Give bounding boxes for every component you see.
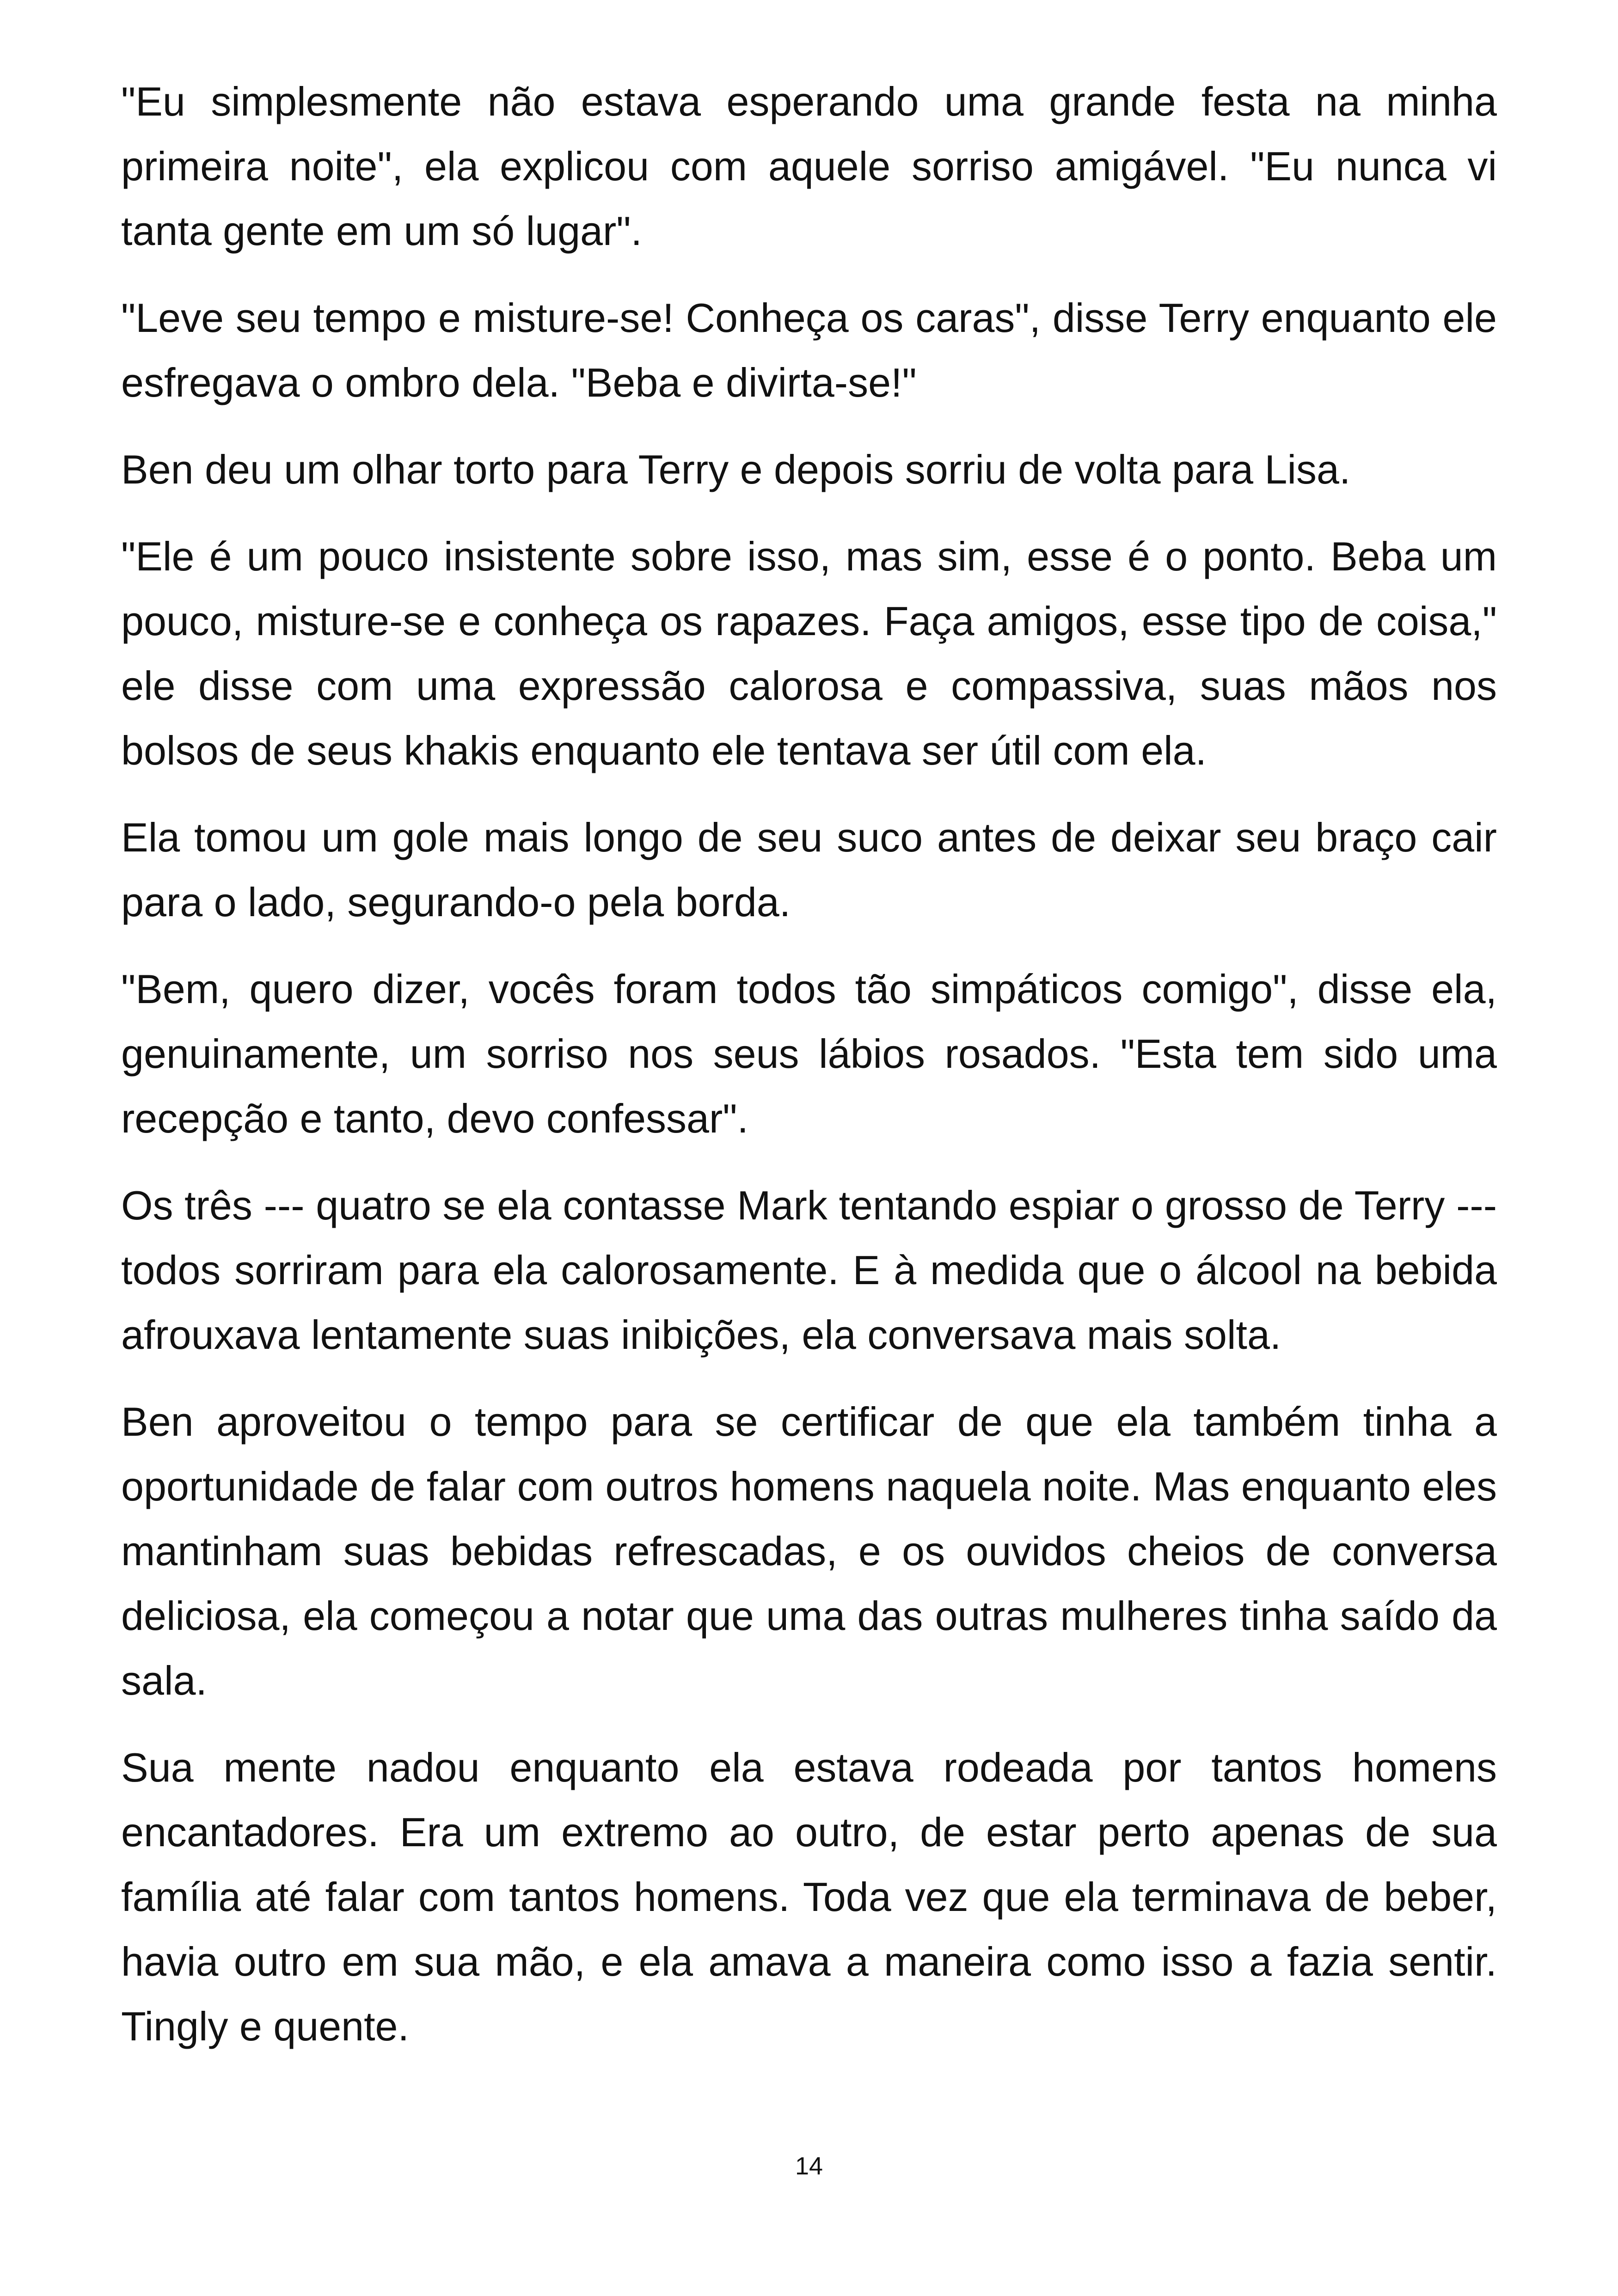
paragraph: Ela tomou um gole mais longo de seu suco antes de deixar seu braço cair para o lado, segurando-o pela borda.: [121, 814, 1497, 925]
paragraph: Ben deu um olhar torto para Terry e depois sorriu de volta para Lisa.: [121, 447, 1351, 492]
paragraph: "Bem, quero dizer, vocês foram todos tão simpáticos comigo", disse ela, genuinamente, um sorriso nos seus lábios rosados. "Esta tem sido uma recepção e tanto, devo confessar".: [121, 966, 1497, 1141]
paragraph: "Leve seu tempo e misture-se! Conheça os caras", disse Terry enquanto ele esfregava o ombro dela. "Beba e divirta-se!": [121, 295, 1497, 405]
paragraph: Os três --- quatro se ela contasse Mark tentando espiar o grosso de Terry --- todos sorriram para ela calorosamente. E à medida que o álcool na bebida afrouxava lentamente suas inibições, ela conversava mais solta.: [121, 1182, 1497, 1358]
body-text: [121, 69, 1497, 2081]
page-number: 14: [795, 2152, 823, 2180]
paragraph: Ben aproveitou o tempo para se certificar de que ela também tinha a oportunidade de falar com outros homens naquela noite. Mas enquanto eles mantinham suas bebidas refrescadas, e os ouvidos cheios de conversa deliciosa, ela começou a notar que uma das outras mulheres tinha saído da sala.: [121, 1399, 1497, 1703]
paragraph: "Ele é um pouco insistente sobre isso, mas sim, esse é o ponto. Beba um pouco, misture-se e conheça os rapazes. Faça amigos, esse tipo de coisa," ele disse com uma expressão calorosa e compassiva, suas mãos nos bolsos de seus khakis enquanto ele tentava ser útil com ela.: [121, 533, 1497, 773]
paragraph: "Eu simplesmente não estava esperando uma grande festa na minha primeira noite", ela explicou com aquele sorriso amigável. "Eu nunca vi tanta gente em um só lugar".: [121, 79, 1497, 254]
paragraph: Sua mente nadou enquanto ela estava rodeada por tantos homens encantadores. Era um extremo ao outro, de estar perto apenas de sua família até falar com tantos homens. Toda vez que ela terminava de beber, havia outro em sua mão, e ela amava a maneira como isso a fazia sentir. Tingly e quente.: [121, 1745, 1497, 2049]
